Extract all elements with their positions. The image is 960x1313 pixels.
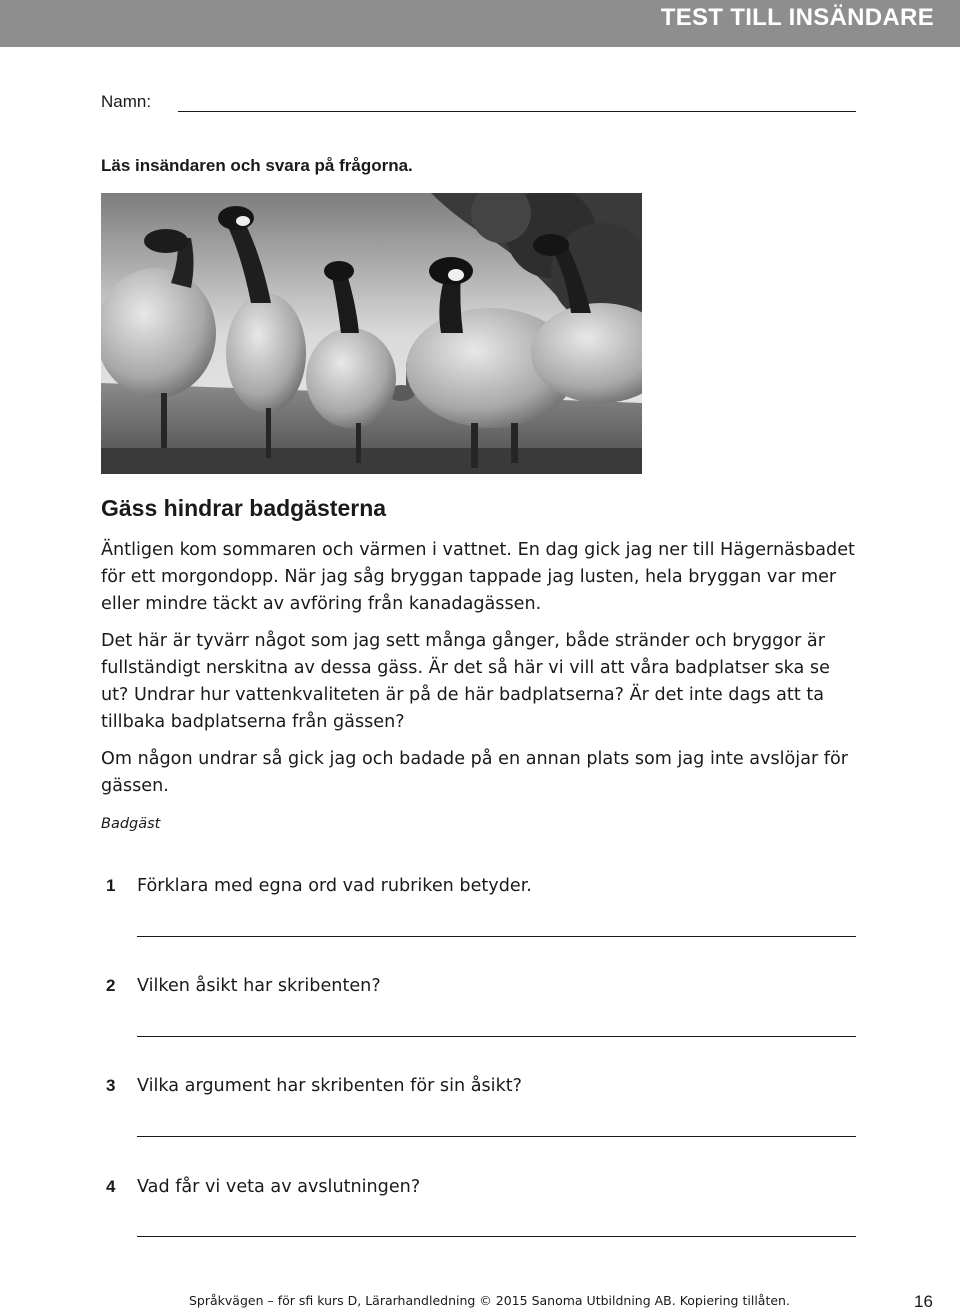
article-paragraph: Om någon undrar så gick jag och badade på en annan plats som jag inte avslöjar för gässen. <box>101 749 848 796</box>
page-number: 16 <box>914 1292 933 1311</box>
question-text: Vad får vi veta av avslutningen? <box>137 1177 421 1197</box>
name-answer-line[interactable] <box>178 111 856 112</box>
header-bar <box>0 0 960 47</box>
footer-copyright: Språkvägen – för sfi kurs D, Lärarhandledning © 2015 Sanoma Utbildning AB. Kopiering tillåten. <box>189 1293 790 1308</box>
answer-line[interactable] <box>137 936 856 937</box>
question-number: 4 <box>106 1177 116 1196</box>
question-number: 3 <box>106 1076 116 1095</box>
question-number: 1 <box>106 876 116 895</box>
name-label: Namn: <box>101 92 152 111</box>
page-title: TEST TILL INSÄNDARE <box>660 4 934 31</box>
question-text: Vilka argument har skribenten för sin åsikt? <box>137 1076 522 1096</box>
question-text: Förklara med egna ord vad rubriken betyder. <box>137 876 532 896</box>
answer-line[interactable] <box>137 1136 856 1137</box>
question-number: 2 <box>106 976 116 995</box>
question-text: Vilken åsikt har skribenten? <box>137 976 381 996</box>
answer-line[interactable] <box>137 1236 856 1237</box>
answer-line[interactable] <box>137 1036 856 1037</box>
article-signature: Badgäst <box>101 816 161 832</box>
instructions: Läs insändaren och svara på frågorna. <box>101 156 413 175</box>
article-paragraph: Äntligen kom sommaren och värmen i vattnet. En dag gick jag ner till Hägernäsbadet för ett morgondopp. När jag såg bryggan tappade jag lusten, hela bryggan var mer eller mindre täckt av avföring från kanadagässen. <box>101 540 855 614</box>
article-paragraph: Det här är tyvärr något som jag sett många gånger, både stränder och bryggor är fullständigt nerskitna av dessa gäss. Är det så här vi vill att våra badplatser ska se ut? Undrar hur vattenkvaliteten är på de här badplatserna? Är det inte dags att ta tillbaka badplatserna från gässen? <box>101 631 830 732</box>
geese-image <box>101 193 642 474</box>
geese-photo <box>101 193 642 474</box>
article-title: Gäss hindrar badgästerna <box>101 495 387 521</box>
